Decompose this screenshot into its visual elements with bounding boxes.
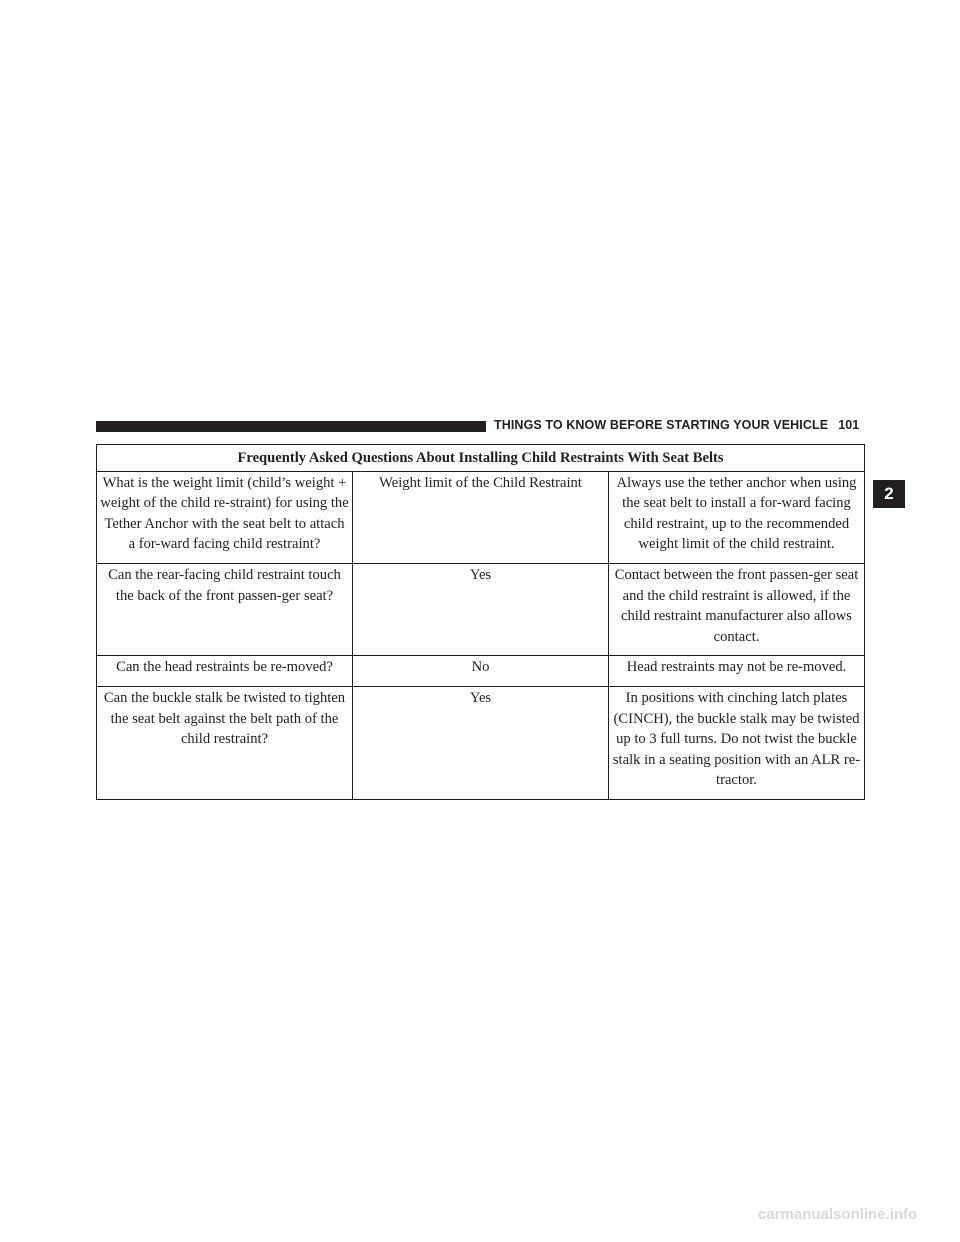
table-row xyxy=(97,471,865,563)
watermark: carmanualsonline.info xyxy=(758,1206,918,1223)
table-row xyxy=(97,656,865,687)
question-cell: Can the buckle stalk be twisted to tighten the seat belt against the belt path of the child restraint? xyxy=(97,686,353,799)
faq-table xyxy=(96,444,865,800)
note-cell: In positions with cinching latch plates (CINCH), the buckle stalk may be twisted up to 3 full turns. Do not twist the buckle stalk in a seating position with an ALR re-tractor. xyxy=(609,686,865,799)
answer-cell: No xyxy=(353,656,609,687)
question-cell: Can the head restraints be re-moved? xyxy=(97,656,353,687)
section-title: THINGS TO KNOW BEFORE STARTING YOUR VEHICLE xyxy=(494,418,829,432)
question-cell: What is the weight limit (child’s weight + weight of the child re-straint) for using the Tether Anchor with the seat belt to attach a for-ward facing child restraint? xyxy=(97,471,353,563)
answer-cell: Yes xyxy=(353,686,609,799)
question-cell: Can the rear-facing child restraint touch the back of the front passen-ger seat? xyxy=(97,563,353,655)
table-caption: Frequently Asked Questions About Installing Child Restraints With Seat Belts xyxy=(97,445,865,472)
table-row xyxy=(97,686,865,799)
chapter-tab: 2 xyxy=(873,480,905,508)
answer-cell: Weight limit of the Child Restraint xyxy=(353,471,609,563)
answer-cell: Yes xyxy=(353,563,609,655)
note-cell: Contact between the front passen-ger seat and the child restraint is allowed, if the child restraint manufacturer also allows contact. xyxy=(609,563,865,655)
note-cell: Always use the tether anchor when using the seat belt to install a for-ward facing child restraint, up to the recommended weight limit of the child restraint. xyxy=(609,471,865,563)
table-row xyxy=(97,563,865,655)
header-rule xyxy=(96,421,486,432)
page-number: 101 xyxy=(838,418,860,432)
running-header xyxy=(494,418,859,432)
table-caption-row xyxy=(97,445,865,472)
note-cell: Head restraints may not be re-moved. xyxy=(609,656,865,687)
